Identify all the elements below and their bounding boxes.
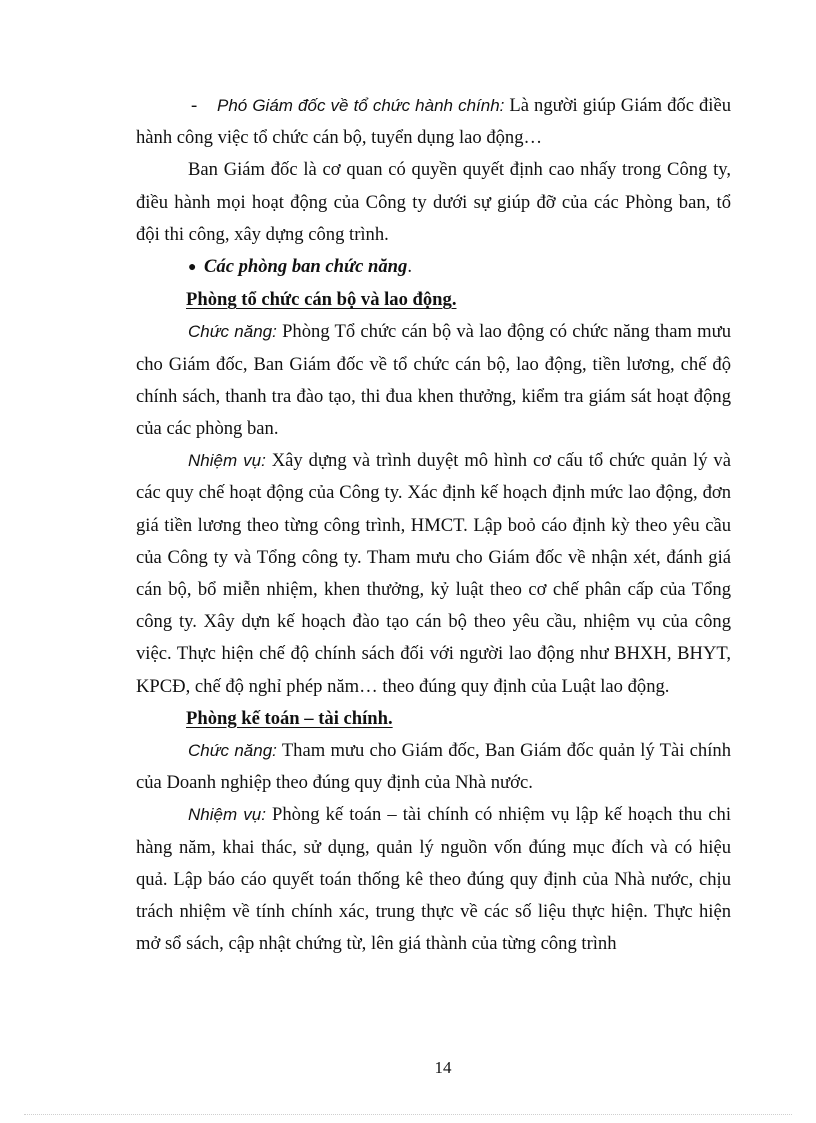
bullet-heading-text: Các phòng ban chức năng bbox=[204, 256, 408, 278]
paragraph-ke-toan-nhiem-vu bbox=[136, 799, 731, 960]
text-chuc-nang: Phòng Tổ chức cán bộ và lao động có chức năng tham mưu cho Giám đốc, Ban Giám đốc về tổ chức cán bộ, lao động, tiền lương, chế độ chính sách, thanh tra đào tạo, thi đua khen thưởng, kiểm tra giám sát hoạt động của các phòng ban. bbox=[136, 321, 731, 440]
paragraph-ban-giam-doc: Ban Giám đốc là cơ quan có quyền quyết định cao nhấy trong Công ty, điều hành mọi hoạt động của Công ty dưới sự giúp đỡ của các Phòng ban, tổ đội thi công, xây dựng công trình. bbox=[136, 159, 731, 245]
paragraph-ke-toan-chuc-nang bbox=[136, 735, 731, 799]
section-heading-to-chuc bbox=[136, 284, 731, 316]
label-chuc-nang: Chức năng: bbox=[188, 322, 277, 342]
section-heading-ke-toan bbox=[136, 703, 731, 735]
label-nhiem-vu: Nhiệm vụ: bbox=[188, 805, 266, 825]
page-number: 14 bbox=[434, 1058, 452, 1077]
text-nhiem-vu: Phòng kế toán – tài chính có nhiệm vụ lập kế hoạch thu chi hàng năm, khai thác, sử dụng, quản lý nguồn vốn đúng mục đích và có hiệu quả. Lập báo cáo quyết toán thống kê theo đúng quy định của Nhà nước, chịu trách nhiệm về tính chính xác, trung thực về các số liệu thực hiện. Thực hiện mở sổ sách, cập nhật chứng từ, lên giá thành của từng công trình bbox=[136, 804, 731, 955]
bullet-heading bbox=[136, 251, 731, 284]
dash-marker: - bbox=[191, 95, 198, 116]
label-chuc-nang: Chức năng: bbox=[188, 741, 277, 761]
bullet-dot-icon: ● bbox=[188, 260, 197, 276]
text-chuc-nang: Tham mưu cho Giám đốc, Ban Giám đốc quản lý Tài chính của Doanh nghiệp theo đúng quy định của Nhà nước. bbox=[136, 740, 731, 794]
label-nhiem-vu: Nhiệm vụ: bbox=[188, 451, 266, 471]
term-pho-giam-doc: Phó Giám đốc về tổ chức hành chính: bbox=[217, 96, 505, 115]
document-body bbox=[136, 90, 731, 960]
text-pho-giam-doc: Là người giúp Giám đốc điều hành công việc tổ chức cán bộ, tuyển dụng lao động… bbox=[136, 95, 732, 149]
bullet-heading-suffix: . bbox=[407, 256, 412, 278]
text-nhiem-vu: Xây dựng và trình duyệt mô hình cơ cấu tổ chức quản lý và các quy chế hoạt động của Công ty. Xác định kế hoạch định mức lao động, đơn giá tiền lương theo từng công trình, HMCT. Lập boỏ cáo định kỳ theo yêu cầu của Công ty và Tổng công ty. Tham mưu cho Giám đốc về nhận xét, đánh giá cán bộ, bổ miễn nhiệm, khen thưởng, kỷ luật theo cơ chế phân cấp của Tổng công ty. Xây dựn kế hoạch đào tạo cán bộ theo yêu cầu, nhiệm vụ của công việc. Thực hiện chế độ chính sách đối với người lao động như BHXH, BHYT, KPCĐ, chế độ nghỉ phép năm… theo đúng quy định của Luật lao động. bbox=[136, 450, 731, 697]
page-bottom-divider bbox=[24, 1114, 792, 1115]
section-heading-to-chuc-text: Phòng tổ chức cán bộ và lao động. bbox=[186, 289, 457, 311]
paragraph-to-chuc-chuc-nang bbox=[136, 316, 731, 445]
paragraph-pho-giam-doc bbox=[136, 90, 731, 154]
section-heading-ke-toan-text: Phòng kế toán – tài chính. bbox=[186, 707, 393, 729]
paragraph-to-chuc-nhiem-vu bbox=[136, 445, 731, 703]
